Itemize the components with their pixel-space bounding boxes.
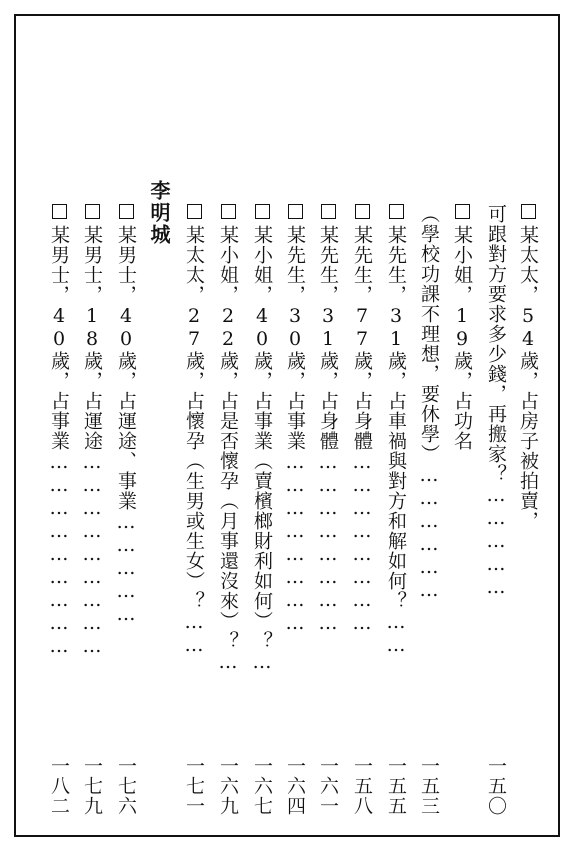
checkbox-icon: [52, 204, 67, 219]
checkbox-icon: [321, 204, 336, 219]
entry-page: 一七九: [81, 756, 103, 816]
entry-page: 一五八: [351, 756, 373, 816]
entry-title: 某先生，31歲，占身體……………………: [317, 225, 339, 635]
toc-entry: [381, 204, 411, 816]
checkbox-icon: [521, 204, 536, 219]
toc-entry: [77, 204, 107, 816]
entry-page: 一五五: [385, 756, 407, 816]
toc-entry: [447, 204, 477, 816]
entry-title: 某小姐，40歲，占事業（賣檳榔財利如何）？…: [251, 225, 273, 674]
checkbox-icon: [221, 204, 236, 219]
entry-page: 一六九: [217, 756, 239, 816]
toc-entry: [313, 204, 343, 816]
toc-entry: [44, 204, 74, 816]
checkbox-icon: [119, 204, 134, 219]
toc-entry: [111, 204, 141, 816]
entry-title: 可跟對方要求多少錢，再搬家？……………: [485, 204, 507, 599]
entry-page: 一六四: [284, 756, 306, 816]
checkbox-icon: [455, 204, 470, 219]
toc-entry: [513, 204, 543, 816]
entry-page: 一六一: [317, 756, 339, 816]
checkbox-icon: [389, 204, 404, 219]
toc-entry: [347, 204, 377, 816]
checkbox-icon: [187, 204, 202, 219]
checkbox-icon: [355, 204, 370, 219]
entry-page: 一七六: [115, 756, 137, 816]
entry-title: 某男士，18歲，占運途………………………: [81, 225, 103, 658]
toc-entry: [213, 204, 243, 816]
entry-title: 某小姐，22歲，占是否懷孕（月事還沒來）？…: [217, 225, 239, 674]
entry-page: 一八二: [48, 756, 70, 816]
checkbox-icon: [288, 204, 303, 219]
entry-page: 一六七: [251, 756, 273, 816]
toc-entry: [280, 204, 310, 816]
entry-title: 某太太，54歲，占房子被拍賣，: [517, 225, 539, 531]
toc-entry: [179, 204, 209, 816]
checkbox-icon: [85, 204, 100, 219]
entry-page: 一七一: [183, 756, 205, 816]
entry-title: 某先生，31歲，占車禍與對方和解如何？……: [385, 225, 407, 657]
entry-title: 某先生，30歲，占事業……………………: [284, 225, 306, 635]
toc-entry: [414, 204, 444, 816]
entry-title: 某先生，77歲，占身體……………………: [351, 225, 373, 635]
entry-page: 一五〇: [485, 756, 507, 816]
entry-title: （學校功課不理想，要休學）………………: [418, 204, 440, 602]
entry-title: 某男士，40歲，占運途、事業……………: [115, 225, 137, 626]
section-heading: 李明城: [147, 180, 171, 246]
entry-title: 某男士，40歲，占事業………………………: [48, 225, 70, 658]
toc-entry: [247, 204, 277, 816]
checkbox-icon: [255, 204, 270, 219]
entry-page: 一五三: [418, 756, 440, 816]
entry-title: 某太太，27歲，占懷孕（生男或生女）？……: [183, 225, 205, 657]
toc-entry: [481, 204, 511, 816]
entry-title: 某小姐，19歲，占功名: [451, 225, 473, 451]
